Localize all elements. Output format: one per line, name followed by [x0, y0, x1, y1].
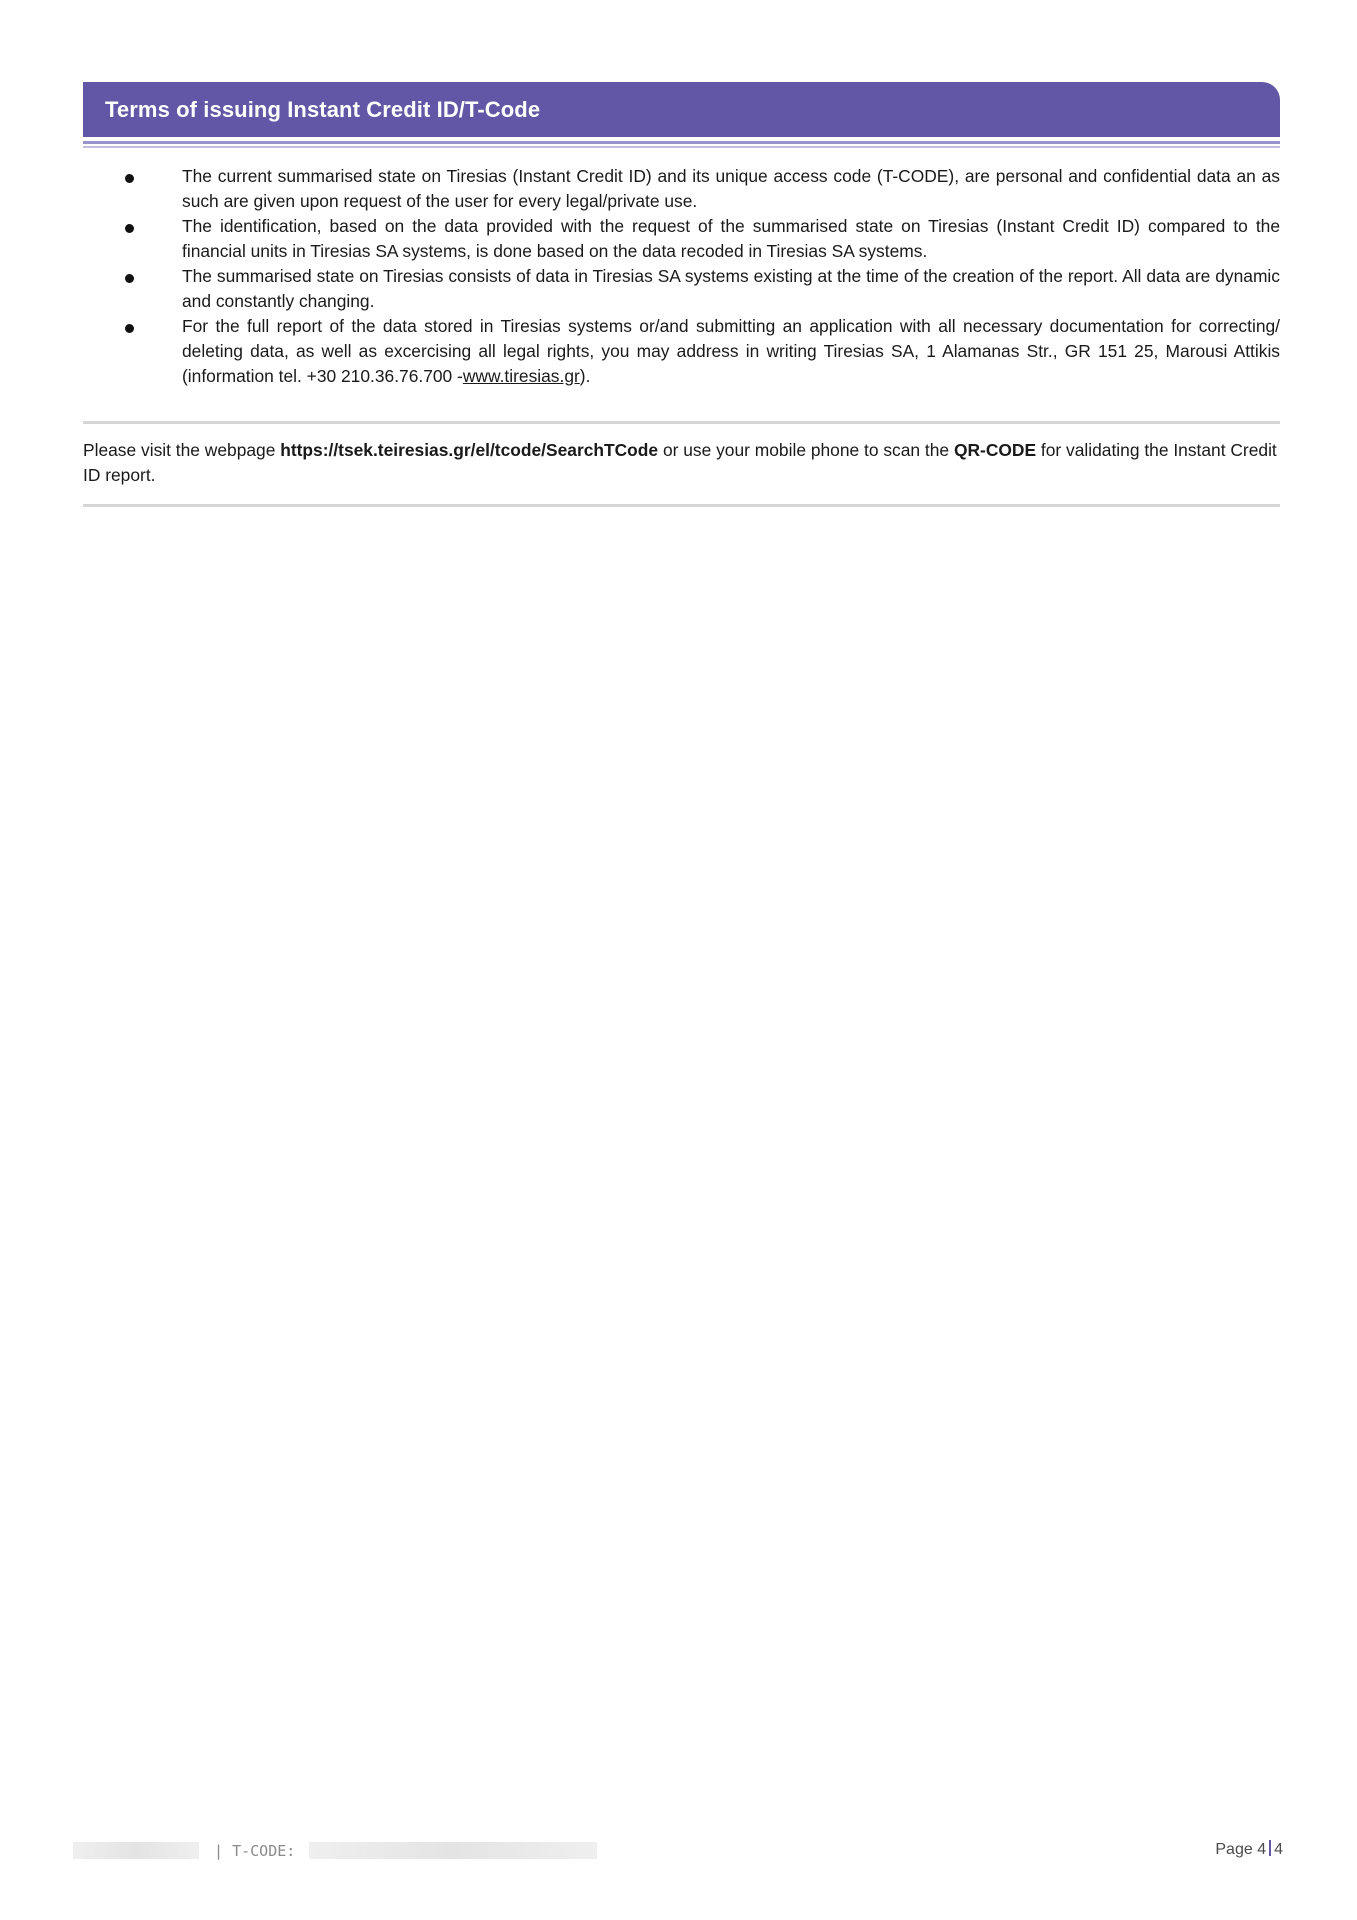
term-item — [83, 264, 1280, 314]
section-title: Terms of issuing Instant Credit ID/T-Code — [105, 96, 541, 122]
page-current: Page 4 — [1215, 1841, 1267, 1858]
redacted-name — [73, 1842, 199, 1859]
bullet-icon — [125, 224, 134, 233]
tcode-label: | T-CODE: — [205, 1842, 296, 1860]
tiresias-website-link[interactable]: www.tiresias.gr — [462, 366, 580, 386]
terms-list — [83, 164, 1280, 389]
term-text: The summarised state on Tiresias consists of data in Tiresias SA systems existing at the time of the creation of the report. All data are dynamic and constantly changing. — [182, 266, 1280, 311]
page-footer — [73, 1840, 1283, 1864]
validation-suffix: for validating the Instant Credit ID report. — [83, 440, 1277, 485]
section-header — [83, 82, 1280, 137]
bullet-icon — [125, 324, 134, 333]
term-text: For the full report of the data stored in Tiresias systems or/and submitting an application with all necessary documentation for correcting/ deleting data, as well as excercising all legal rights, you may address in writing Tiresias SA, 1 Alamanas Str., GR 151 25, Marousi Attikis (information tel. +30 210.36.76.700 - — [182, 316, 1280, 386]
section-divider — [83, 504, 1280, 507]
term-item — [83, 314, 1280, 389]
page-separator — [1269, 1840, 1271, 1856]
term-item — [83, 214, 1280, 264]
qr-code-label: QR-CODE — [953, 440, 1037, 460]
header-divider — [83, 141, 1280, 144]
term-text: The current summarised state on Tiresias (Instant Credit ID) and its unique access code (T-CODE), are personal and confidential data an as such are given upon request of the user for every legal/private use. — [182, 166, 1280, 211]
page-total: 4 — [1274, 1841, 1283, 1858]
page-number — [1215, 1840, 1283, 1859]
header-divider-thin — [83, 146, 1280, 148]
redacted-tcode — [309, 1842, 597, 1859]
validation-middle: or use your mobile phone to scan the — [658, 440, 954, 460]
term-text: The identification, based on the data provided with the request of the summarised state on Tiresias (Instant Credit ID) compared to the financial units in Tiresias SA systems, is done based on the data recoded in Tiresias SA systems. — [182, 216, 1280, 261]
bullet-icon — [125, 174, 134, 183]
section-divider — [83, 421, 1280, 424]
validation-prefix: Please visit the webpage — [83, 440, 281, 460]
validation-url-link[interactable]: https://tsek.teiresias.gr/el/tcode/SearchTCode — [280, 440, 659, 460]
bullet-icon — [125, 274, 134, 283]
term-text-end: ). — [579, 366, 591, 386]
term-item — [83, 164, 1280, 214]
validation-paragraph — [83, 438, 1280, 488]
